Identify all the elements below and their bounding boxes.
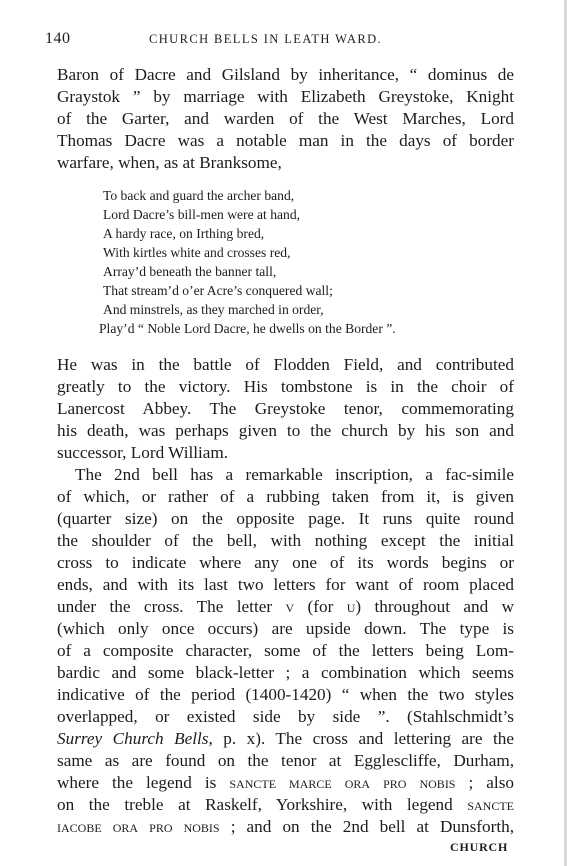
verse-line: Lord Dacre’s bill-men were at hand, <box>103 207 301 222</box>
text-line: of which, or rather of a rubbing taken from it, is given <box>57 487 514 506</box>
verse-line: With kirtles white and crosses red, <box>103 245 291 260</box>
text-line: his death, was perhaps given to the church by his son and <box>57 421 514 440</box>
running-title: CHURCH BELLS IN LEATH WARD. <box>149 32 383 46</box>
text-line <box>57 728 514 750</box>
text-line: ends, and with its last two letters for want of room placed <box>57 575 514 594</box>
verse-line: Array’d beneath the banner tall, <box>103 264 277 279</box>
text-line: same as are found on the tenor at Egglescliffe, Durham, <box>57 751 514 770</box>
text-line: greatly to the victory. His tombstone is in the choir of <box>57 377 514 396</box>
text-line: warfare, when, as at Branksome, <box>57 153 282 172</box>
text-run: ; also <box>455 773 514 792</box>
text-line: of a composite character, some of the letters being Lom- <box>57 641 514 660</box>
catchword: CHURCH <box>450 840 509 854</box>
verse-line: And minstrels, as they marched in order, <box>103 302 324 317</box>
text-line <box>57 772 514 794</box>
text-line: overlapped, or existed side by side ”. (Stahlschmidt’s <box>57 707 514 726</box>
page-number: 140 <box>45 30 71 47</box>
text-run: on the treble at Raskelf, Yorkshire, with legend <box>57 795 468 814</box>
text-line: The 2nd bell has a remarkable inscription, a fac-simile <box>75 465 514 484</box>
text-line <box>57 794 514 816</box>
small-caps-letter: u <box>346 597 356 616</box>
text-run: , p. x). The cross and lettering are the <box>208 729 514 748</box>
text-line: the shoulder of the bell, with nothing except the initial <box>57 531 514 550</box>
text-line: bardic and some black-letter ; a combination which seems <box>57 663 514 682</box>
text-line: indicative of the period (1400-1420) “ when the two styles <box>57 685 514 704</box>
verse-line: A hardy race, on Irthing bred, <box>103 226 265 241</box>
text-line: Lanercost Abbey. The Greystoke tenor, commemorating <box>57 399 514 418</box>
text-line: cross to indicate where any one of its words begins or <box>57 553 514 572</box>
text-line: Thomas Dacre was a notable man in the days of border <box>57 131 514 150</box>
text-line <box>57 816 514 838</box>
page-header <box>45 30 515 50</box>
text-line: Baron of Dacre and Gilsland by inheritance, “ dominus de <box>57 65 514 84</box>
small-caps-letter: v <box>285 597 295 616</box>
text-line: (which only once occurs) are upside down. The type is <box>57 619 514 638</box>
text-line: Graystok ” by marriage with Elizabeth Greystoke, Knight <box>57 87 514 106</box>
bell-inscription: sancte marce ora pro nobis <box>229 773 456 792</box>
text-line: (quarter size) on the opposite page. It runs quite round <box>57 509 514 528</box>
verse-line: Play’d “ Noble Lord Dacre, he dwells on the Border ”. <box>99 321 396 336</box>
bell-inscription: iacobe ora pro nobis <box>57 817 220 836</box>
verse-line: To back and guard the archer band, <box>103 188 295 203</box>
book-title: Surrey Church Bells <box>57 729 209 748</box>
text-run: (for <box>294 597 347 616</box>
text-run: where the legend is <box>57 773 230 792</box>
verse-line: That stream’d o’er Acre’s conquered wall; <box>103 283 333 298</box>
text-run: under the cross. The letter <box>57 597 286 616</box>
bell-inscription: sancte <box>467 795 514 814</box>
text-line: successor, Lord William. <box>57 443 229 462</box>
text-run: ) throughout and w <box>355 597 514 616</box>
text-line <box>57 596 514 618</box>
text-run: ; and on the 2nd bell at Dunsforth, <box>219 817 514 836</box>
text-line: of the Garter, and warden of the West Marches, Lord <box>57 109 514 128</box>
text-line: He was in the battle of Flodden Field, and contributed <box>57 355 514 374</box>
